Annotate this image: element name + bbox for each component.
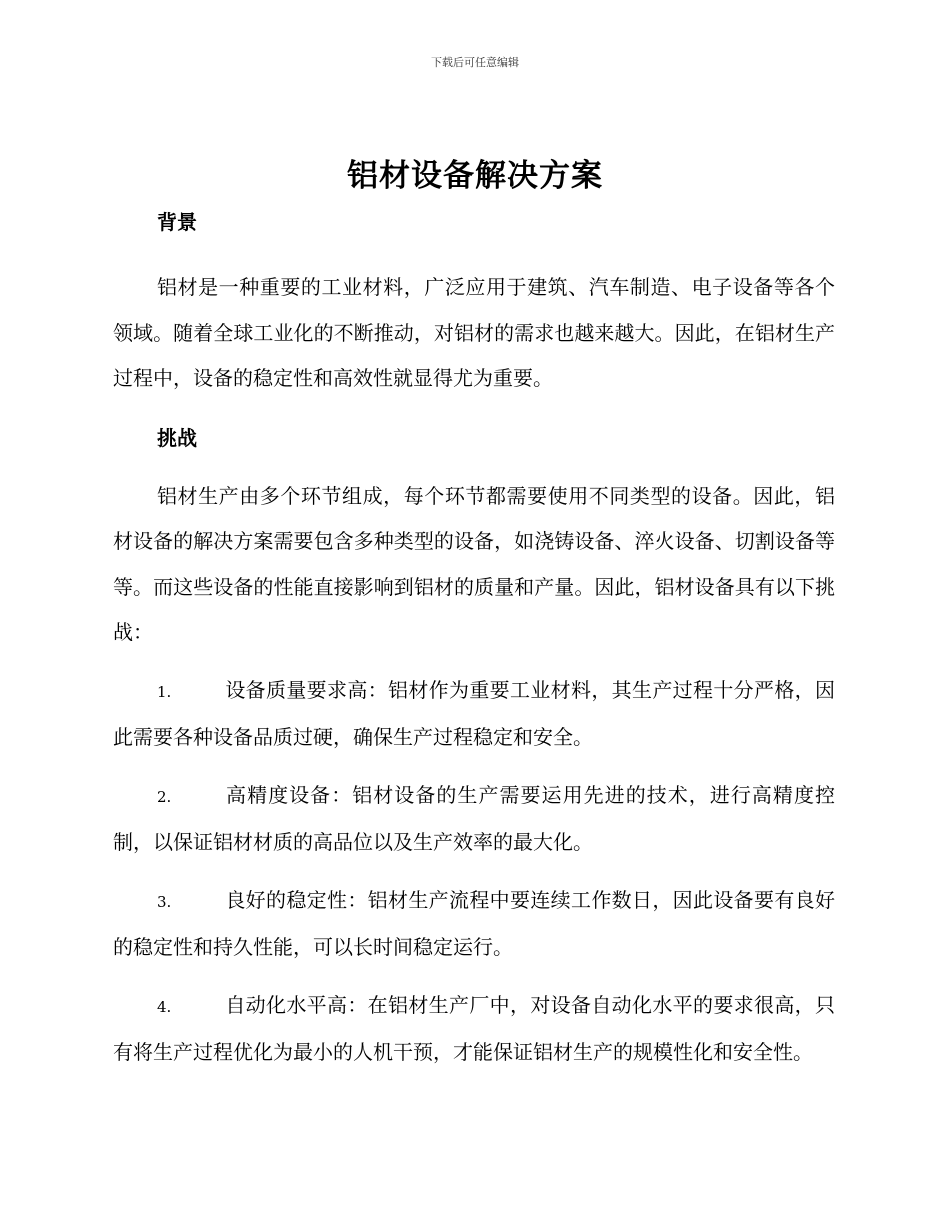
list-number: 3. <box>157 892 172 911</box>
list-number: 2. <box>157 787 172 806</box>
challenges-list <box>113 668 835 1076</box>
list-item <box>113 668 835 761</box>
challenges-paragraph: 铝材生产由多个环节组成，每个环节都需要使用不同类型的设备。因此，铝材设备的解决方案需要包含多种类型的设备，如浇铸设备、淬火设备、切割设备等等。而这些设备的性能直接影响到铝材的质量和产量。因此，铝材设备具有以下挑战： <box>113 483 835 644</box>
background-paragraph: 铝材是一种重要的工业材料，广泛应用于建筑、汽车制造、电子设备等各个领域。随着全球工业化的不断推动，对铝材的需求也越来越大。因此，在铝材生产过程中，设备的稳定性和高效性就显得尤为重要。 <box>113 275 835 390</box>
list-item <box>113 878 835 971</box>
section-heading-challenges: 挑战 <box>157 425 197 450</box>
header-note: 下载后可任意编辑 <box>431 56 519 69</box>
document-body <box>113 206 835 1076</box>
list-item-text: 自动化水平高：在铝材生产厂中，对设备自动化水平的要求很高，只有将生产过程优化为最小的人机干预，才能保证铝材生产的规模性化和安全性。 <box>113 992 835 1064</box>
list-item <box>113 773 835 866</box>
document-title: 铝材设备解决方案 <box>347 158 603 194</box>
list-item <box>113 983 835 1076</box>
list-item-text: 设备质量要求高：铝材作为重要工业材料，其生产过程十分严格，因此需要各种设备品质过硬，确保生产过程稳定和安全。 <box>113 677 835 749</box>
list-number: 1. <box>157 682 172 701</box>
list-item-text: 良好的稳定性：铝材生产流程中要连续工作数日，因此设备要有良好的稳定性和持久性能，可以长时间稳定运行。 <box>113 887 835 959</box>
list-number: 4. <box>157 997 172 1016</box>
section-heading-background: 背景 <box>157 210 197 234</box>
list-item-text: 高精度设备：铝材设备的生产需要运用先进的技术，进行高精度控制，以保证铝材材质的高品位以及生产效率的最大化。 <box>113 782 835 854</box>
